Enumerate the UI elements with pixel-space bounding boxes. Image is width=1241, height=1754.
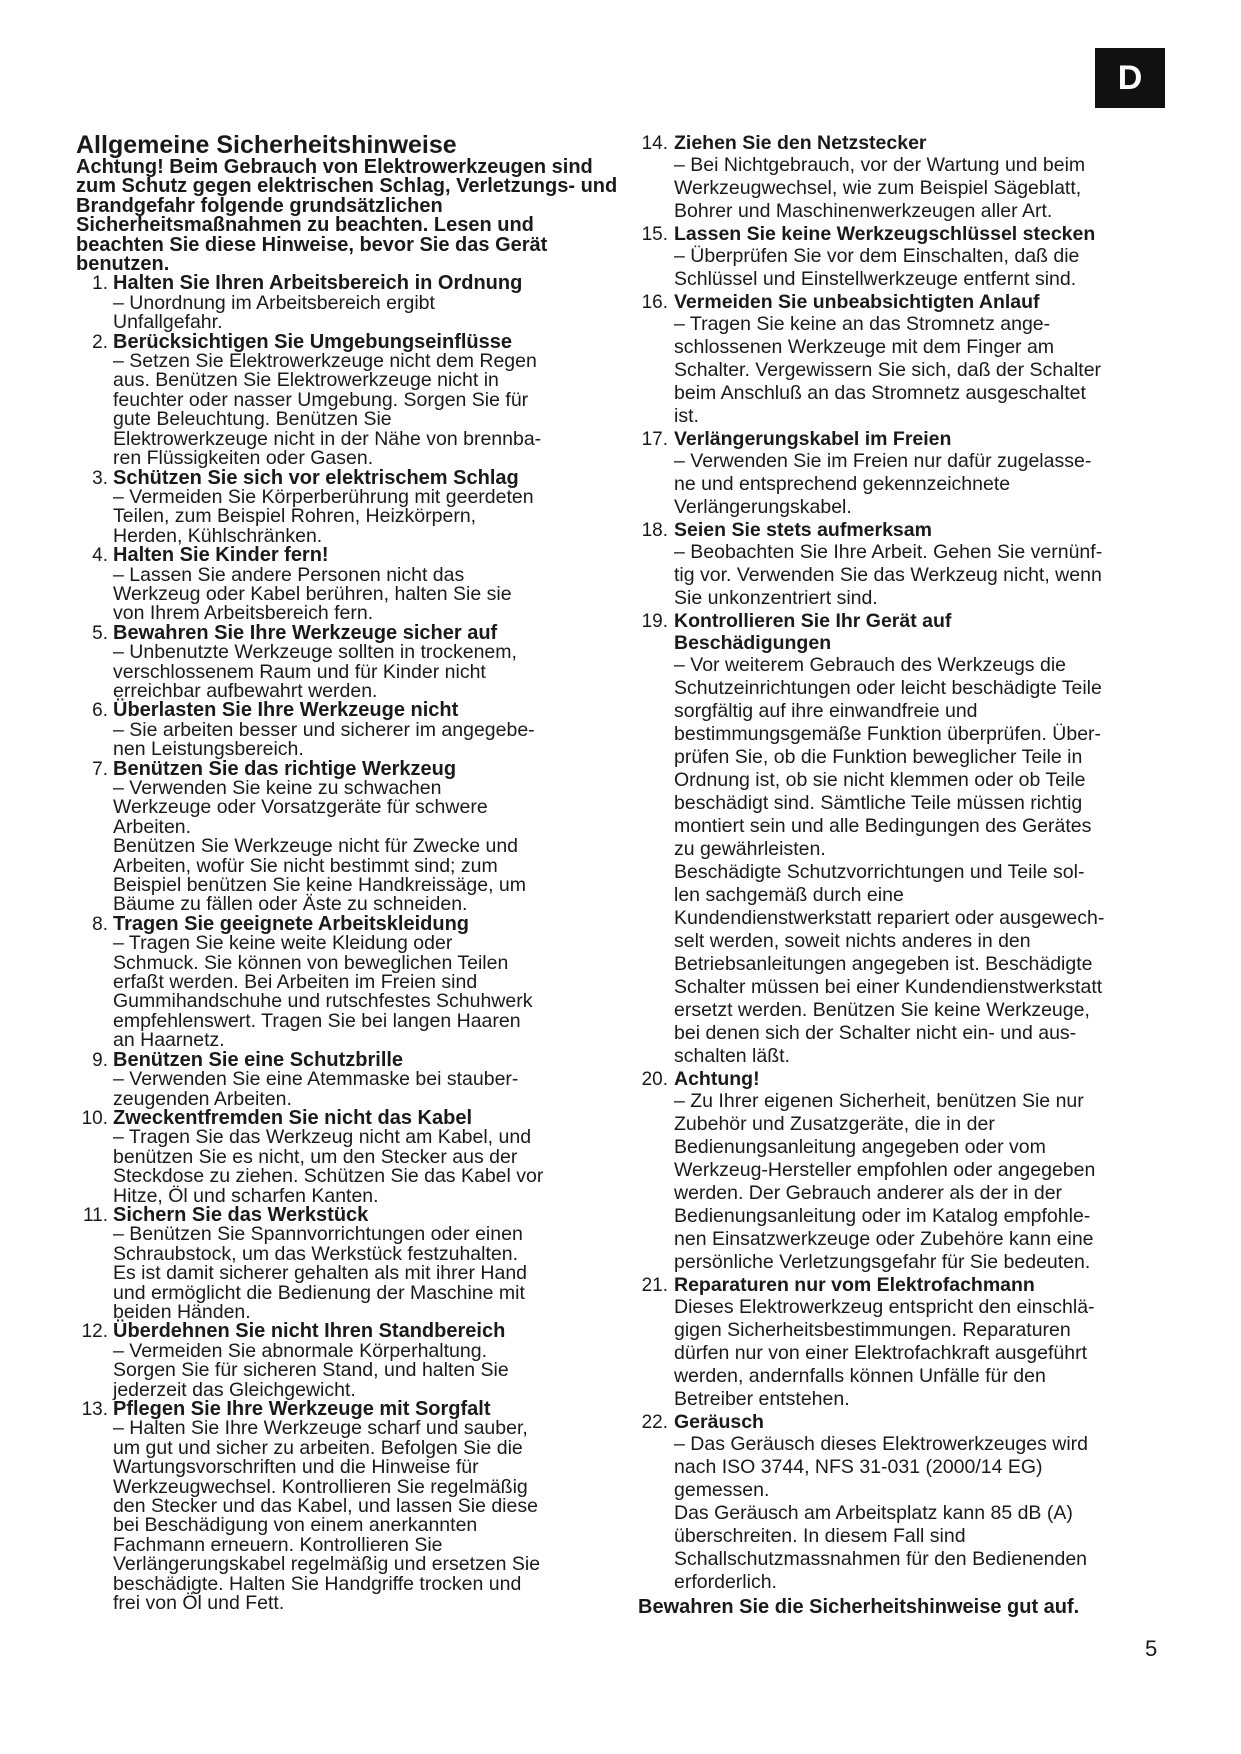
item-heading: Benützen Sie das richtige Werkzeug (113, 757, 457, 780)
item-heading: Überlasten Sie Ihre Werkzeuge nicht (113, 699, 459, 722)
item-heading: Sichern Sie das Werkstück (113, 1203, 369, 1226)
item-body: – Sie arbeiten besser und sicherer im angegebe- nen Leistungsbereich. (113, 718, 535, 761)
item-number: 14. (641, 133, 668, 154)
safety-item (638, 1068, 1172, 1274)
item-body: – Vermeiden Sie Körperberührung mit geerdeten Teilen, zum Beispiel Rohren, Heizkörpern, Herden, Kühlschränken. (113, 485, 534, 547)
item-body: – Halten Sie Ihre Werkzeuge scharf und sauber, um gut und sicher zu arbeiten. Befolgen Sie die Wartungsvorschriften und die Hinweise für Werkzeugwechsel. Kontrollieren Sie regelmäßig den Stecker und das Kabel, und lassen Sie diese bei Beschädigung von einem anerkannten Fachmann erneuern. Kontrollieren Sie Verlängerungskabel regelmäßig und ersetzen Sie beschädigte. Halten Sie Handgriffe trocken und frei von Öl und Fett. (113, 1417, 541, 1615)
item-heading: Reparaturen nur vom Elektrofachmann (674, 1274, 1035, 1296)
item-number: 15. (641, 224, 668, 245)
item-body: – Verwenden Sie im Freien nur dafür zugelasse- ne und entsprechend gekennzeichnete Verlängerungskabel. (674, 450, 1092, 518)
safety-item (76, 1400, 618, 1613)
item-heading: Pflegen Sie Ihre Werkzeuge mit Sorgfalt (113, 1398, 491, 1420)
item-heading: Benützen Sie eine Schutzbrille (113, 1048, 404, 1071)
item-number: 16. (641, 292, 668, 313)
left-item-list (76, 274, 618, 1613)
item-heading: Berücksichtigen Sie Umgebungseinflüsse (113, 330, 512, 353)
safety-item (638, 132, 1172, 223)
item-body: – Tragen Sie keine weite Kleidung oder Schmuck. Sie können von beweglichen Teilen erfaßt werden. Bei Arbeiten im Freien sind Gummihandschuhe und rutschfestes Schuhwerk empfehlenswert. Tragen Sie bei langen Haaren an Haarnetz. (113, 932, 533, 1052)
item-heading: Tragen Sie geeignete Arbeitskleidung (113, 912, 470, 935)
item-number: 6. (92, 700, 108, 722)
item-number: 20. (641, 1069, 668, 1090)
item-body: – Tragen Sie das Werkzeug nicht am Kabel, und benützen Sie es nicht, um den Stecker aus der Steckdose zu ziehen. Schützen Sie das Kabel vor Hitze, Öl und scharfen Kanten. (113, 1126, 544, 1207)
right-column (638, 132, 1172, 1620)
item-body: – Tragen Sie keine an das Stromnetz ange- schlossenen Werkzeuge mit dem Finger am Schalter. Vergewissern Sie sich, daß der Schalter beim Anschluß an das Stromnetz ausgeschaltet ist. (674, 313, 1102, 427)
safety-item (76, 546, 618, 624)
item-number: 3. (92, 467, 108, 489)
item-number: 22. (641, 1412, 668, 1433)
page-number: 5 (1145, 1636, 1158, 1661)
item-number: 2. (92, 331, 108, 353)
right-item-list (638, 132, 1172, 1594)
item-number: 18. (641, 520, 668, 541)
safety-item (638, 1411, 1172, 1594)
item-heading: Ziehen Sie den Netzstecker (674, 132, 927, 154)
safety-item (638, 291, 1172, 428)
item-number: 19. (641, 611, 668, 632)
item-heading: Kontrollieren Sie Ihr Gerät auf Beschädigungen (674, 610, 952, 654)
item-body: – Verwenden Sie keine zu schwachen Werkzeuge oder Vorsatzgeräte für schwere Arbeiten. Benützen Sie Werkzeuge nicht für Zwecke und Arbeiten, wofür Sie nicht bestimmt sind; zum Beispiel benützen Sie keine Handkreissäge, um Bäume zu fällen oder Äste zu schneiden. (113, 777, 526, 916)
safety-item (638, 223, 1172, 291)
item-heading: Zweckentfremden Sie nicht das Kabel (113, 1106, 472, 1129)
item-number: 11. (82, 1204, 108, 1226)
safety-item (638, 519, 1172, 610)
safety-item (76, 1203, 618, 1323)
safety-item (638, 610, 1172, 1068)
item-heading: Überdehnen Sie nicht Ihren Standbereich (113, 1320, 506, 1343)
item-number: 5. (92, 622, 108, 644)
safety-item (638, 1274, 1172, 1411)
section-title: Allgemeine Sicherheitshinweise (76, 131, 457, 159)
safety-item (76, 1048, 618, 1110)
item-number: 12. (81, 1321, 108, 1343)
item-heading: Lassen Sie keine Werkzeugschlüssel stecken (674, 223, 1096, 245)
item-body: – Unbenutzte Werkzeuge sollten in trockenem, verschlossenem Raum und für Kinder nicht erreichbar aufbewahrt werden. (113, 641, 517, 702)
item-body: – Benützen Sie Spannvorrichtungen oder einen Schraubstock, um das Werkstück festzuhalten. Es ist damit sicherer gehalten als mit ihrer Hand und ermöglicht die Bedienung der Maschine mit beiden Händen. (113, 1223, 528, 1323)
safety-item (76, 621, 618, 702)
language-tab: D (1095, 48, 1165, 108)
item-body: – Vermeiden Sie abnormale Körperhaltung. Sorgen Sie für sicheren Stand, und halten Sie jederzeit das Gleichgewicht. (113, 1339, 509, 1401)
item-body: – Lassen Sie andere Personen nicht das Werkzeug oder Kabel berühren, halten Sie sie von Ihrem Arbeitsbereich fern. (113, 563, 512, 625)
item-number: 17. (641, 429, 668, 450)
safety-item (76, 701, 618, 759)
item-heading: Schützen Sie sich vor elektrischem Schlag (113, 466, 519, 489)
safety-item (76, 466, 618, 547)
item-body: – Vor weiterem Gebrauch des Werkzeugs die Schutzeinrichtungen oder leicht beschädigte Teile sorgfältig auf ihre einwandfreie und bestimmungsgemäße Funktion überprüfen. Über- prüfen Sie, ob die Funktion beweglicher Teile in Ordnung ist, ob sie nicht klemmen oder ob Teile beschädigt sind. Sämtliche Teile müssen richtig montiert sein und alle Bedingungen des Gerätes zu gewährleisten. Beschädigte Schutzvorrichtungen und Teile sol- len sachgemäß durch eine Kundendienstwerkstatt repariert oder ausgewech- selt werden, soweit nichts anderes in den Betriebsanleitungen angegeben ist. Beschädigte Schalter müssen bei einer Kundendienstwerkstatt ersetzt werden. Benützen Sie keine Werkzeuge, bei denen sich der Schalter nicht ein- und aus- schalten läßt. (674, 654, 1105, 1067)
item-number: 10. (81, 1107, 108, 1129)
item-heading: Halten Sie Ihren Arbeitsbereich in Ordnung (113, 272, 523, 295)
item-number: 21. (641, 1275, 668, 1296)
left-column (76, 132, 618, 1613)
item-body: – Das Geräusch dieses Elektrowerkzeuges wird nach ISO 3744, NFS 31-031 (2000/14 EG) gemessen. Das Geräusch am Arbeitsplatz kann 85 dB (A) überschreiten. In diesem Fall sind Schallschutzmassnahmen für den Bedienenden erforderlich. (674, 1433, 1089, 1593)
safety-item (76, 912, 618, 1052)
item-heading: Verlängerungskabel im Freien (674, 428, 952, 450)
item-number: 7. (92, 758, 108, 780)
item-heading: Geräusch (674, 1411, 764, 1433)
item-body: Dieses Elektrowerkzeug entspricht den einschlä- gigen Sicherheitsbestimmungen. Reparaturen dürfen nur von einer Elektrofachkraft ausgeführt werden, andernfalls können Unfälle für den Betreiber entstehen. (674, 1296, 1095, 1410)
item-heading: Halten Sie Kinder fern! (113, 544, 329, 567)
safety-item (76, 274, 618, 332)
safety-item (76, 330, 618, 470)
item-heading: Vermeiden Sie unbeabsichtigten Anlauf (674, 291, 1040, 313)
intro-warning: Achtung! Beim Gebrauch von Elektrowerkzeugen sind zum Schutz gegen elektrischen Schlag, Verletzungs- und Brandgefahr folgende grundsätzlichen Sicherheitsmaßnahmen zu beachten. Lesen und beachten Sie diese Hinweise, bevor Sie das Gerät benutzen. (76, 156, 618, 276)
closing-note: Bewahren Sie die Sicherheitshinweise gut auf. (638, 1596, 1080, 1618)
item-number: 4. (92, 545, 108, 567)
item-number: 13. (81, 1399, 108, 1420)
item-body: – Überprüfen Sie vor dem Einschalten, daß die Schlüssel und Einstellwerkzeuge entfernt sind. (674, 245, 1080, 290)
item-number: 8. (92, 913, 108, 935)
safety-item (76, 1322, 618, 1400)
item-body: – Beobachten Sie Ihre Arbeit. Gehen Sie vernünf- tig vor. Verwenden Sie das Werkzeug nicht, wenn Sie unkonzentriert sind. (674, 541, 1103, 609)
item-body: – Verwenden Sie eine Atemmaske bei stauber- zeugenden Arbeiten. (113, 1068, 519, 1110)
item-heading: Seien Sie stets aufmerksam (674, 519, 932, 541)
safety-item (76, 1106, 618, 1207)
item-number: 9. (92, 1049, 108, 1071)
safety-item (638, 428, 1172, 519)
item-body: – Bei Nichtgebrauch, vor der Wartung und beim Werkzeugwechsel, wie zum Beispiel Sägeblatt, Bohrer und Maschinenwerkzeugen aller Art. (674, 154, 1086, 222)
safety-item (76, 757, 618, 916)
item-heading: Bewahren Sie Ihre Werkzeuge sicher auf (113, 621, 498, 644)
item-heading: Achtung! (674, 1068, 760, 1090)
item-body: – Setzen Sie Elektrowerkzeuge nicht dem Regen aus. Benützen Sie Elektrowerkzeuge nicht in feuchter oder nasser Umgebung. Sorgen Sie für gute Beleuchtung. Benützen Sie Elektrowerkzeuge nicht in der Nähe von brennba- ren Flüssigkeiten oder Gasen. (113, 350, 542, 470)
item-body: – Unordnung im Arbeitsbereich ergibt Unfallgefahr. (113, 291, 435, 334)
item-number: 1. (92, 273, 108, 295)
item-body: – Zu Ihrer eigenen Sicherheit, benützen Sie nur Zubehör und Zusatzgeräte, die in der Bedienungsanleitung angegeben oder vom Werkzeug-Hersteller empfohlen oder angegeben werden. Der Gebrauch anderer als der in der Bedienungsanleitung oder im Katalog empfohle- nen Einsatzwerkzeuge oder Zubehöre kann eine persönliche Verletzungsgefahr für Sie bedeuten. (674, 1090, 1096, 1273)
